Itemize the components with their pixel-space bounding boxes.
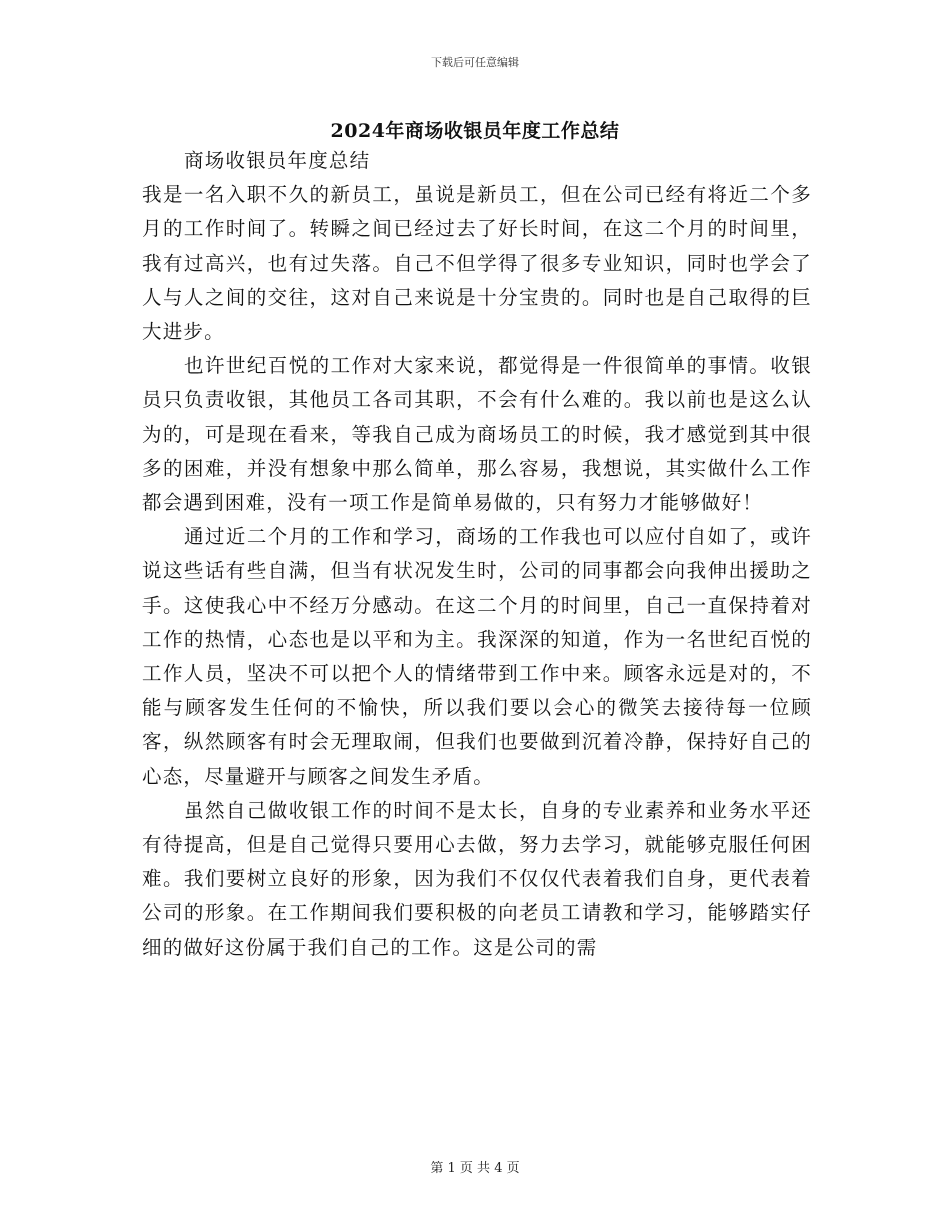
document-subtitle: 商场收银员年度总结 bbox=[184, 149, 371, 172]
header-note: 下载后可任意编辑 bbox=[431, 56, 519, 69]
page-number: 第 1 页 共 4 页 bbox=[430, 1161, 520, 1176]
paragraph-4: 虽然自己做收银工作的时间不是太长，自身的专业素养和业务水平还有待提高，但是自己觉得只要用心去做，努力去学习，就能够克服任何困难。我们要树立良好的形象，因为我们不仅仅代表着我们自身，更代表着公司的形象。在工作期间我们要积极的向老员工请教和学习，能够踏实仔细的做好这份属于我们自己的工作。这是公司的需 bbox=[142, 798, 812, 959]
document-title: 2024年商场收银员年度工作总结 bbox=[330, 120, 620, 142]
document-body bbox=[142, 144, 812, 965]
paragraph-2: 也许世纪百悦的工作对大家来说，都觉得是一件很简单的事情。收银员只负责收银，其他员工各司其职，不会有什么难的。我以前也是这么认为的，可是现在看来，等我自己成为商场员工的时候，我才感觉到其中很多的困难，并没有想象中那么简单，那么容易，我想说，其实做什么工作都会遇到困难，没有一项工作是简单易做的，只有努力才能够做好！ bbox=[142, 354, 812, 515]
paragraph-3: 通过近二个月的工作和学习，商场的工作我也可以应付自如了，或许说这些话有些自满，但当有状况发生时，公司的同事都会向我伸出援助之手。这使我心中不经万分感动。在这二个月的时间里，自己一直保持着对工作的热情，心态也是以平和为主。我深深的知道，作为一名世纪百悦的工作人员，坚决不可以把个人的情绪带到工作中来。顾客永远是对的，不能与顾客发生任何的不愉快，所以我们要以会心的微笑去接待每一位顾客，纵然顾客有时会无理取闹，但我们也要做到沉着冷静，保持好自己的心态，尽量避开与顾客之间发生矛盾。 bbox=[142, 525, 812, 788]
paragraph-1: 我是一名入职不久的新员工，虽说是新员工，但在公司已经有将近二个多月的工作时间了。转瞬之间已经过去了好长时间，在这二个月的时间里，我有过高兴，也有过失落。自己不但学得了很多专业知识，同时也学会了人与人之间的交往，这对自己来说是十分宝贵的。同时也是自己取得的巨大进步。 bbox=[142, 183, 812, 344]
